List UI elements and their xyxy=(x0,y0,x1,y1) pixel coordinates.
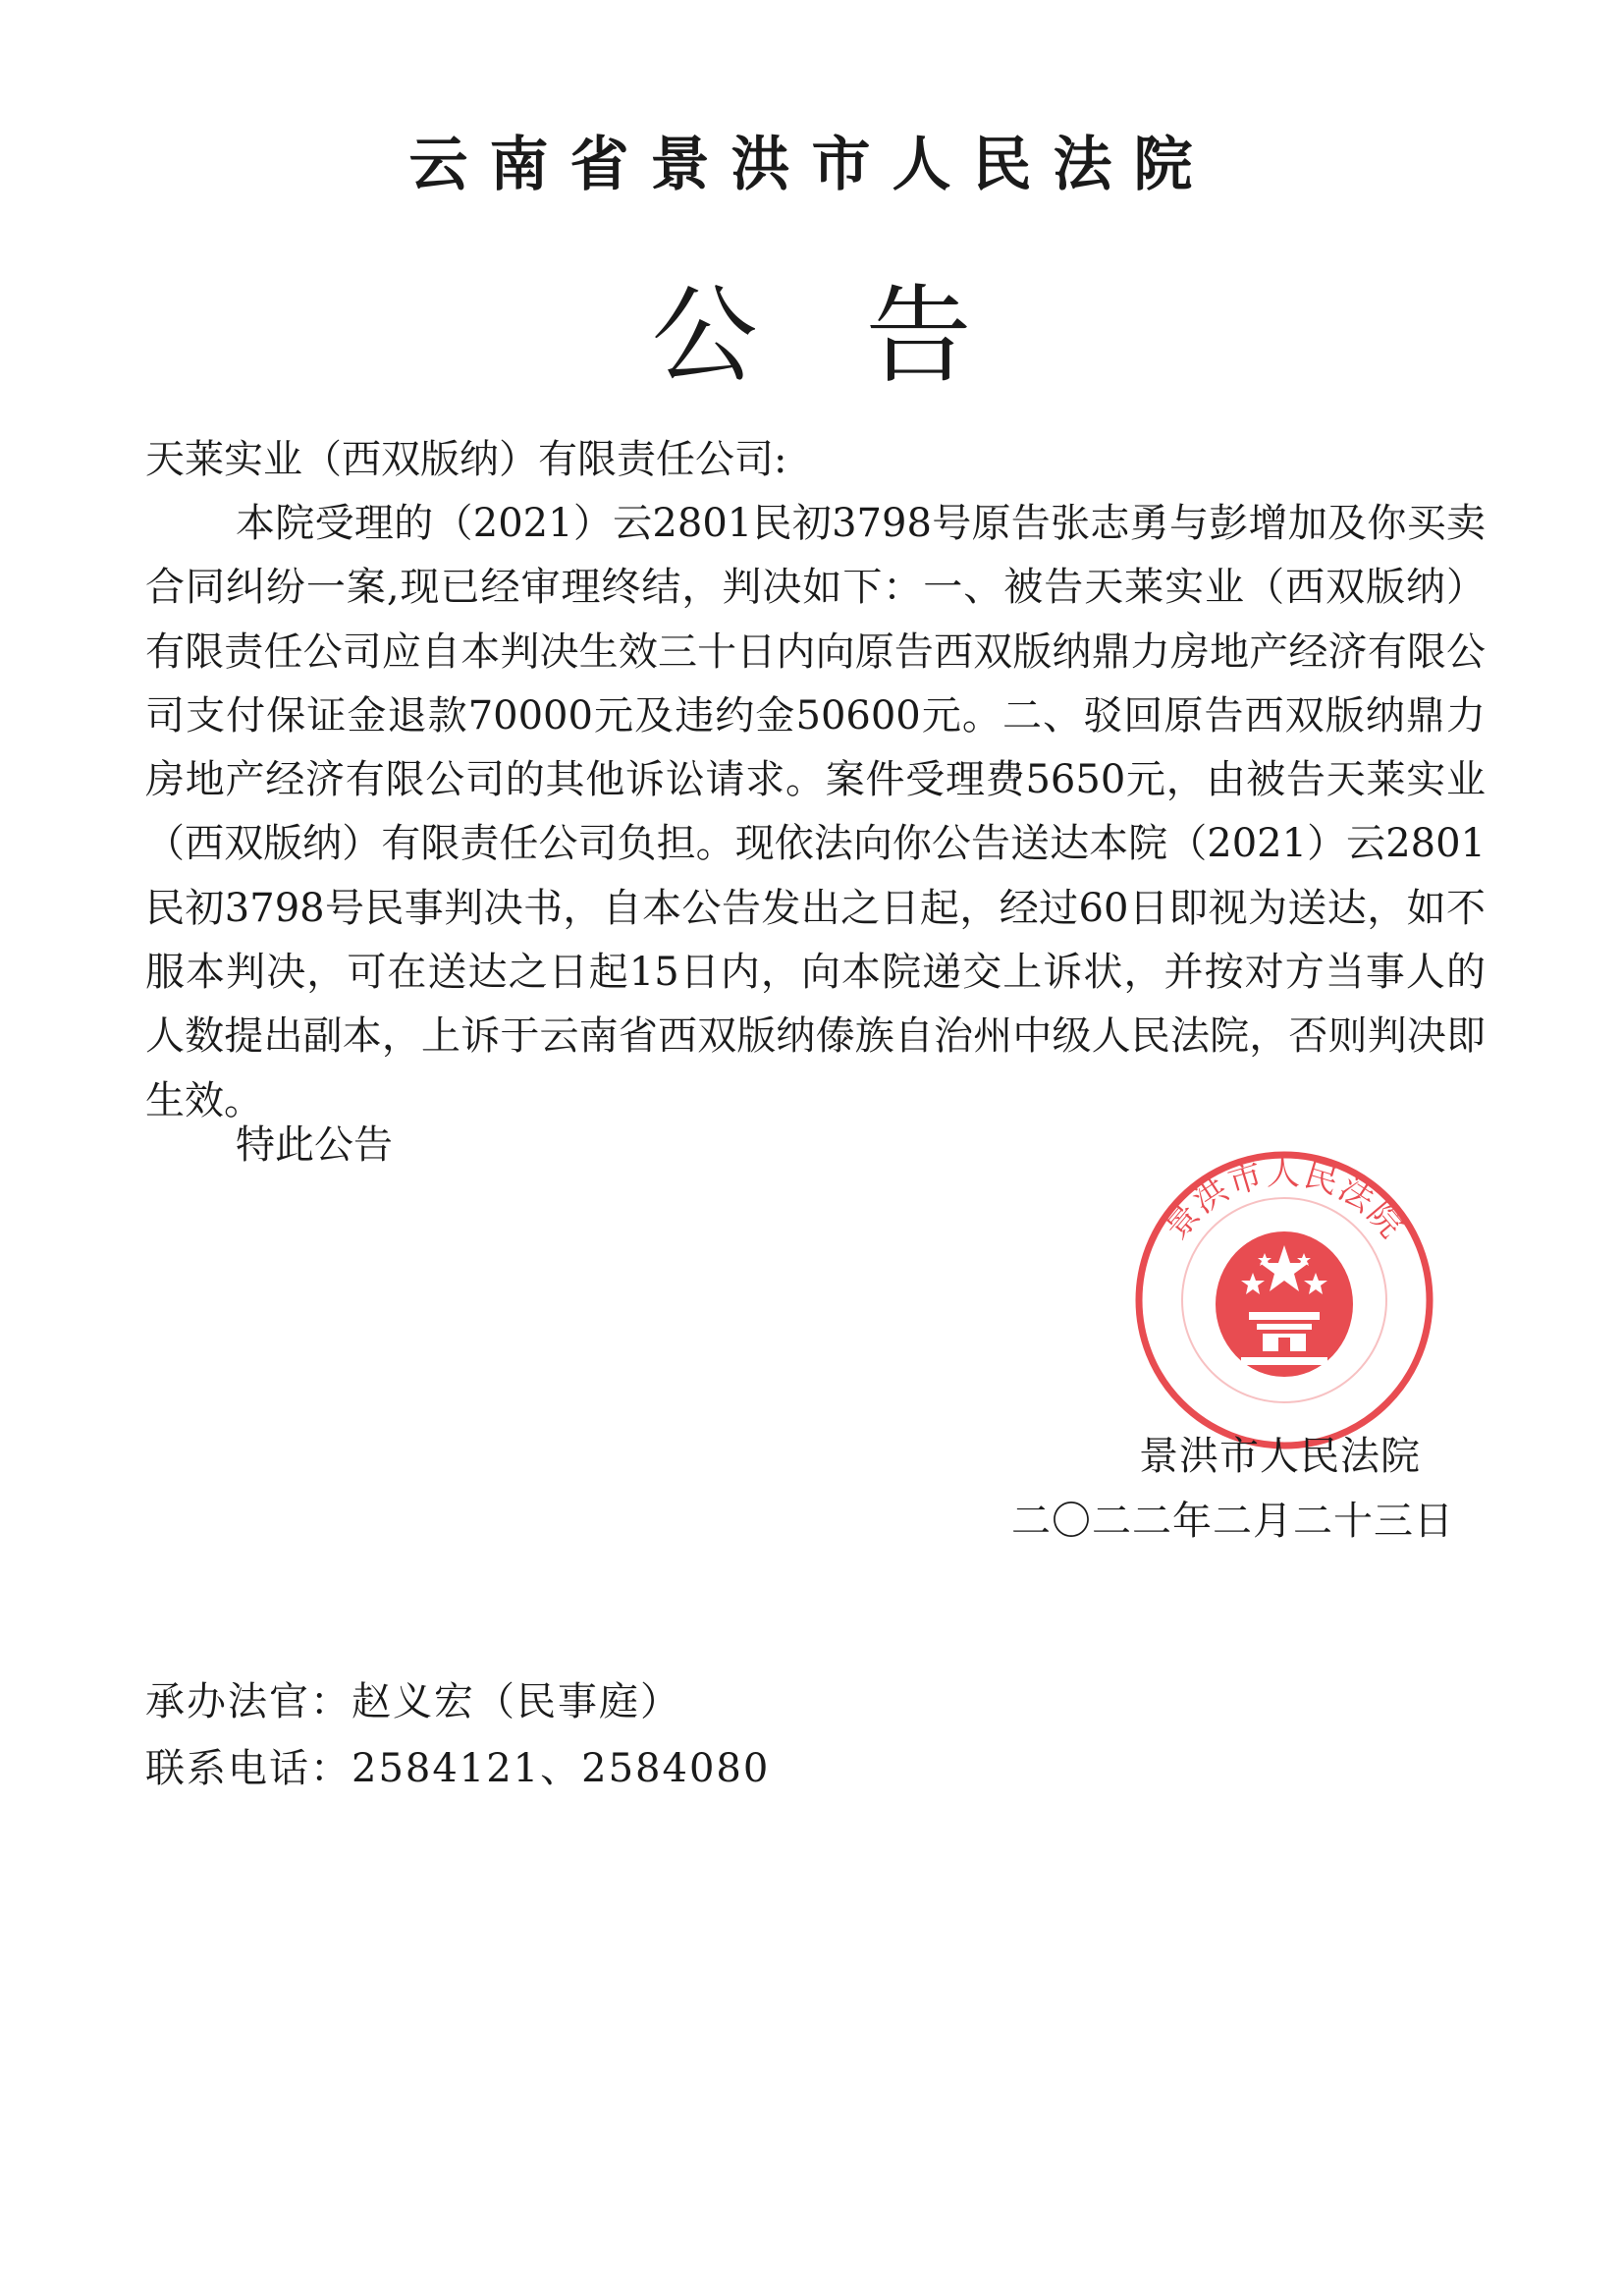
notice-title: 公告 xyxy=(651,275,1080,398)
contact-phone: 联系电话：2584121、2584080 xyxy=(145,1746,771,1791)
court-seal xyxy=(1131,1147,1437,1453)
closing-phrase: 特此公告 xyxy=(236,1122,393,1168)
notice-body: 本院受理的（2021）云2801民初3798号原告张志勇与彭增加及你买卖合同纠纷一案,现已经审理终结，判决如下：一、被告天莱实业（西双版纳）有限责任公司应自本判决生效三十日内向原告西双版纳鼎力房地产经济有限公司支付保证金退款70000元及违约金50600元。二、驳回原告西双版纳鼎力房地产经济有限公司的其他诉讼请求。案件受理费5650元，由被告天莱实业（西双版纳）有限责任公司负担。现依法向你公告送达本院（2021）云2801民初3798号民事判决书，自本公告发出之日起，经过60日即视为送达，如不服本判决，可在送达之日起15日内，向本院递交上诉状，并按对方当事人的人数提出副本，上诉于云南省西双版纳傣族自治州中级人民法院，否则判决即生效。 xyxy=(145,501,1486,1123)
signing-date: 二〇二二年二月二十三日 xyxy=(1011,1499,1454,1544)
court-name-heading: 云南省景洪市人民法院 xyxy=(408,131,1215,199)
addressee: 天莱实业（西双版纳）有限责任公司: xyxy=(145,437,787,482)
seal-text: 景洪市人民法院 xyxy=(1156,1153,1413,1247)
signing-court: 景洪市人民法院 xyxy=(1139,1434,1421,1479)
presiding-judge: 承办法官：赵义宏（民事庭） xyxy=(145,1679,681,1724)
national-emblem-icon xyxy=(1216,1231,1353,1377)
